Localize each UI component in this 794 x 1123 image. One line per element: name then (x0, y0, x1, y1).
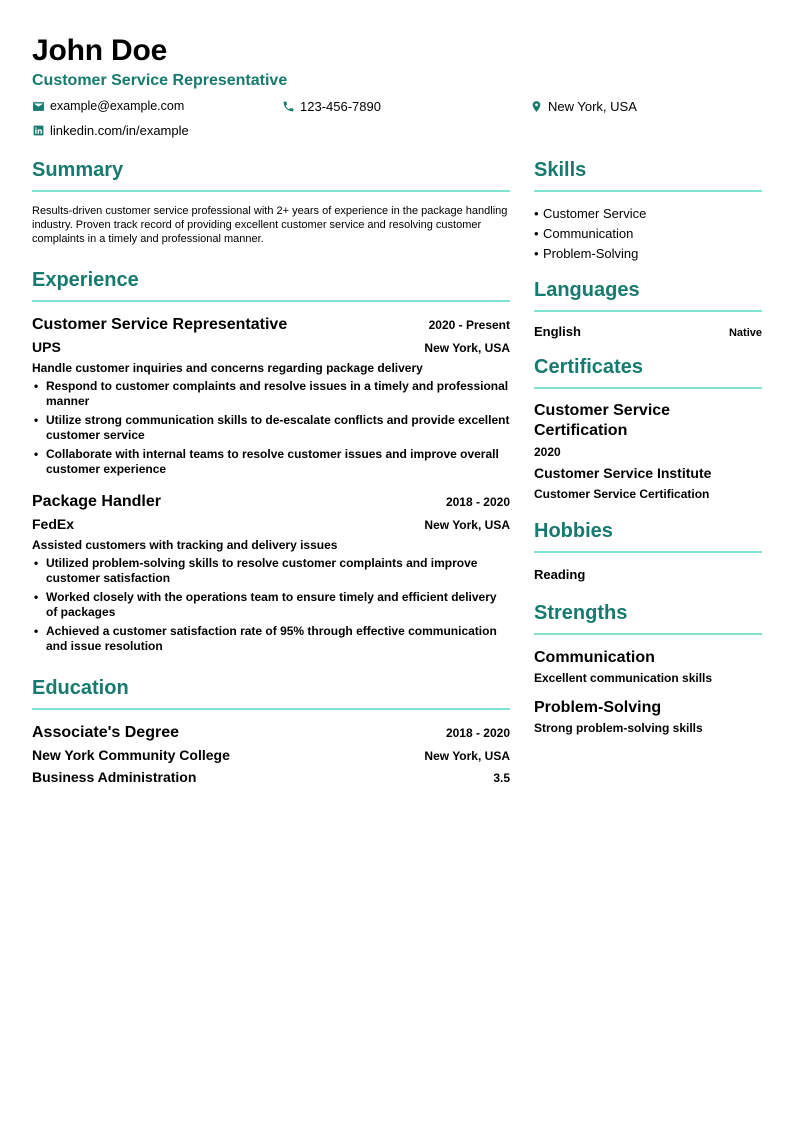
job-bullet: • Achieved a customer satisfaction rate of 95% through effective communication and issue resolution (32, 624, 510, 654)
location-icon (530, 100, 543, 113)
job-entry (32, 314, 510, 477)
job-bullet: • Collaborate with internal teams to resolve customer issues and improve overall customer experience (32, 447, 510, 477)
language-item (534, 324, 762, 339)
skill-item: • Communication (534, 224, 762, 244)
strength-description: Strong problem-solving skills (534, 721, 703, 735)
skills-heading: Skills (534, 158, 762, 192)
summary-heading: Summary (32, 158, 510, 192)
education-heading: Education (32, 676, 510, 710)
job-bullet: • Respond to customer complaints and resolve issues in a timely and professional manner (32, 379, 510, 409)
job-description: Handle customer inquiries and concerns regarding package delivery (32, 361, 423, 375)
location-text: New York, USA (548, 99, 637, 114)
edu-degree: Associate's Degree (32, 724, 179, 741)
strengths-heading: Strengths (534, 601, 762, 635)
job-bullets (32, 379, 510, 477)
candidate-name: John Doe (32, 34, 168, 67)
job-bullets (32, 556, 510, 654)
certificate-year: 2020 (534, 445, 561, 459)
language-name: English (534, 324, 581, 339)
strength-entry (534, 647, 762, 687)
edu-field: Business Administration (32, 769, 197, 785)
languages-heading: Languages (534, 278, 762, 312)
job-bullet: • Utilized problem-solving skills to resolve customer complaints and improve customer satisfaction (32, 556, 510, 586)
job-location: New York, USA (424, 518, 510, 532)
linkedin-icon (32, 124, 45, 137)
hobbies-heading: Hobbies (534, 519, 762, 553)
phone-text: 123-456-7890 (300, 99, 381, 114)
job-dates: 2020 - Present (428, 318, 510, 332)
job-entry (32, 491, 510, 654)
strength-entry (534, 697, 762, 737)
certificate-entry (534, 401, 762, 505)
contact-linkedin[interactable] (32, 123, 189, 138)
experience-heading: Experience (32, 268, 510, 302)
strength-name: Communication (534, 649, 655, 666)
job-bullet: • Worked closely with the operations team to ensure timely and efficient delivery of packages (32, 590, 510, 620)
candidate-role: Customer Service Representative (32, 72, 288, 89)
job-bullet: • Utilize strong communication skills to de-escalate conflicts and provide excellent customer service (32, 413, 510, 443)
contact-email[interactable] (32, 99, 184, 113)
skill-item: • Problem-Solving (534, 244, 762, 264)
linkedin-text: linkedin.com/in/example (50, 123, 189, 138)
job-company: UPS (32, 339, 61, 355)
job-description: Assisted customers with tracking and delivery issues (32, 538, 338, 552)
certificate-name: Customer Service Certification (534, 402, 671, 439)
contact-location (530, 99, 637, 114)
contact-phone[interactable] (282, 99, 381, 114)
education-entry (32, 722, 510, 788)
job-company: FedEx (32, 516, 75, 532)
strength-name: Problem-Solving (534, 699, 662, 716)
summary-text: Results-driven customer service professional with 2+ years of experience in the package handling industry. Proven track record of providing excellent customer service and resolving customer complaints in a timely and professional manner. (32, 205, 508, 245)
main-column (32, 158, 510, 788)
job-dates: 2018 - 2020 (445, 495, 510, 509)
job-title: Customer Service Representative (32, 316, 288, 333)
phone-icon (282, 100, 295, 113)
skills-list (534, 204, 762, 264)
certificates-heading: Certificates (534, 355, 762, 389)
edu-gpa: 3.5 (493, 771, 510, 785)
job-title: Package Handler (32, 493, 161, 510)
edu-school: New York Community College (32, 747, 230, 763)
email-icon (32, 100, 45, 113)
certificate-issuer: Customer Service Institute (534, 465, 712, 481)
language-level: Native (728, 327, 762, 339)
edu-location: New York, USA (424, 749, 510, 763)
contact-info (32, 99, 762, 145)
edu-dates: 2018 - 2020 (445, 726, 510, 740)
hobby-item: Reading (534, 567, 586, 582)
skill-item: • Customer Service (534, 204, 762, 224)
strength-description: Excellent communication skills (534, 671, 713, 685)
resume-page (32, 34, 762, 785)
side-column (534, 158, 762, 747)
job-location: New York, USA (424, 341, 510, 355)
email-text: example@example.com (50, 99, 185, 113)
certificate-description: Customer Service Certification (534, 487, 710, 501)
